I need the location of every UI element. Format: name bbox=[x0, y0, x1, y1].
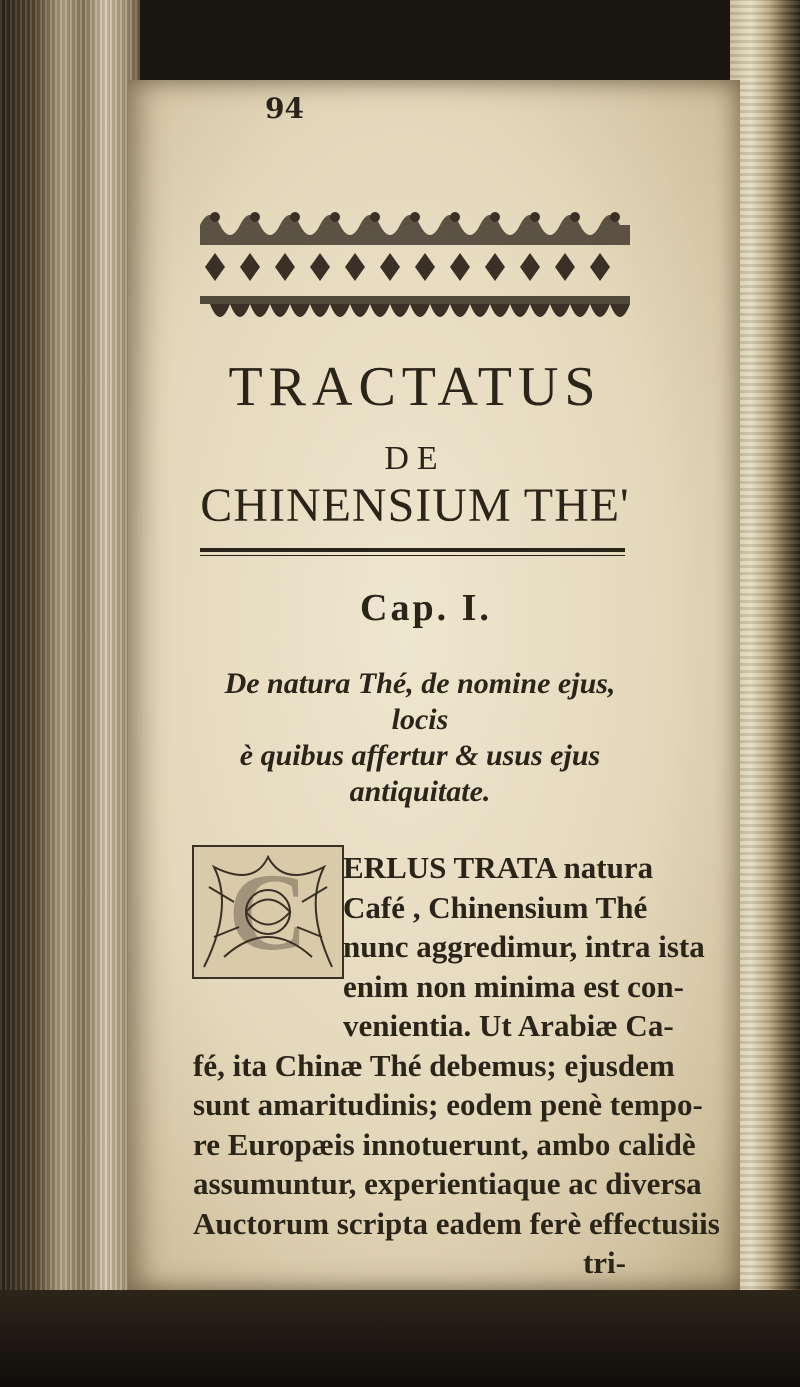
title-rule bbox=[200, 548, 625, 552]
chapter-heading: Cap. I. bbox=[360, 587, 492, 629]
summary-line: antiquitate. bbox=[349, 775, 491, 808]
bottom-shadow bbox=[0, 1290, 800, 1387]
summary-line: è quibus affertur & usus ejus bbox=[239, 739, 601, 772]
title-preposition: DE bbox=[384, 440, 446, 477]
ornament-band-2 bbox=[200, 250, 630, 284]
page-edges-right bbox=[730, 0, 800, 1387]
body-line: sunt amaritudinis; eodem penè tempo- bbox=[193, 1087, 703, 1122]
catchword: tri- bbox=[582, 1245, 626, 1280]
body-line: re Europæis innotuerunt, ambo calidè bbox=[193, 1126, 696, 1162]
ornament-band-3 bbox=[200, 290, 630, 334]
ornament-icon bbox=[200, 290, 630, 334]
summary-line: De natura Thé, de nomine ejus, locis bbox=[224, 667, 616, 736]
body-line: nunc aggredimur, intra ista bbox=[343, 929, 705, 964]
body-line: Auctorum scripta eadem ferè effectusiis bbox=[193, 1205, 720, 1241]
body-line: venientia. Ut Arabiæ Ca- bbox=[343, 1008, 674, 1043]
ornament-icon bbox=[200, 205, 630, 245]
body-text bbox=[193, 848, 720, 1283]
initial-letter: C bbox=[228, 850, 308, 973]
ornament-band-1 bbox=[200, 205, 630, 245]
treatise-subtitle: CHINENSIUM THE' bbox=[200, 479, 630, 532]
body-line: assumuntur, experientiaque ac diversa bbox=[193, 1166, 702, 1201]
page-number: 94 bbox=[265, 92, 304, 125]
body-line: ERLUS TRATA natura bbox=[343, 850, 654, 885]
body-line: Café , Chinensium Thé bbox=[343, 889, 648, 925]
treatise-title: TRACTATUS bbox=[228, 356, 602, 418]
ornament-icon bbox=[200, 250, 630, 284]
chapter-summary bbox=[205, 666, 635, 810]
body-line: fé, ita Chinæ Thé debemus; ejusdem bbox=[193, 1047, 675, 1083]
body-line: enim non minima est con- bbox=[343, 968, 684, 1004]
book-binding-left bbox=[0, 0, 140, 1387]
